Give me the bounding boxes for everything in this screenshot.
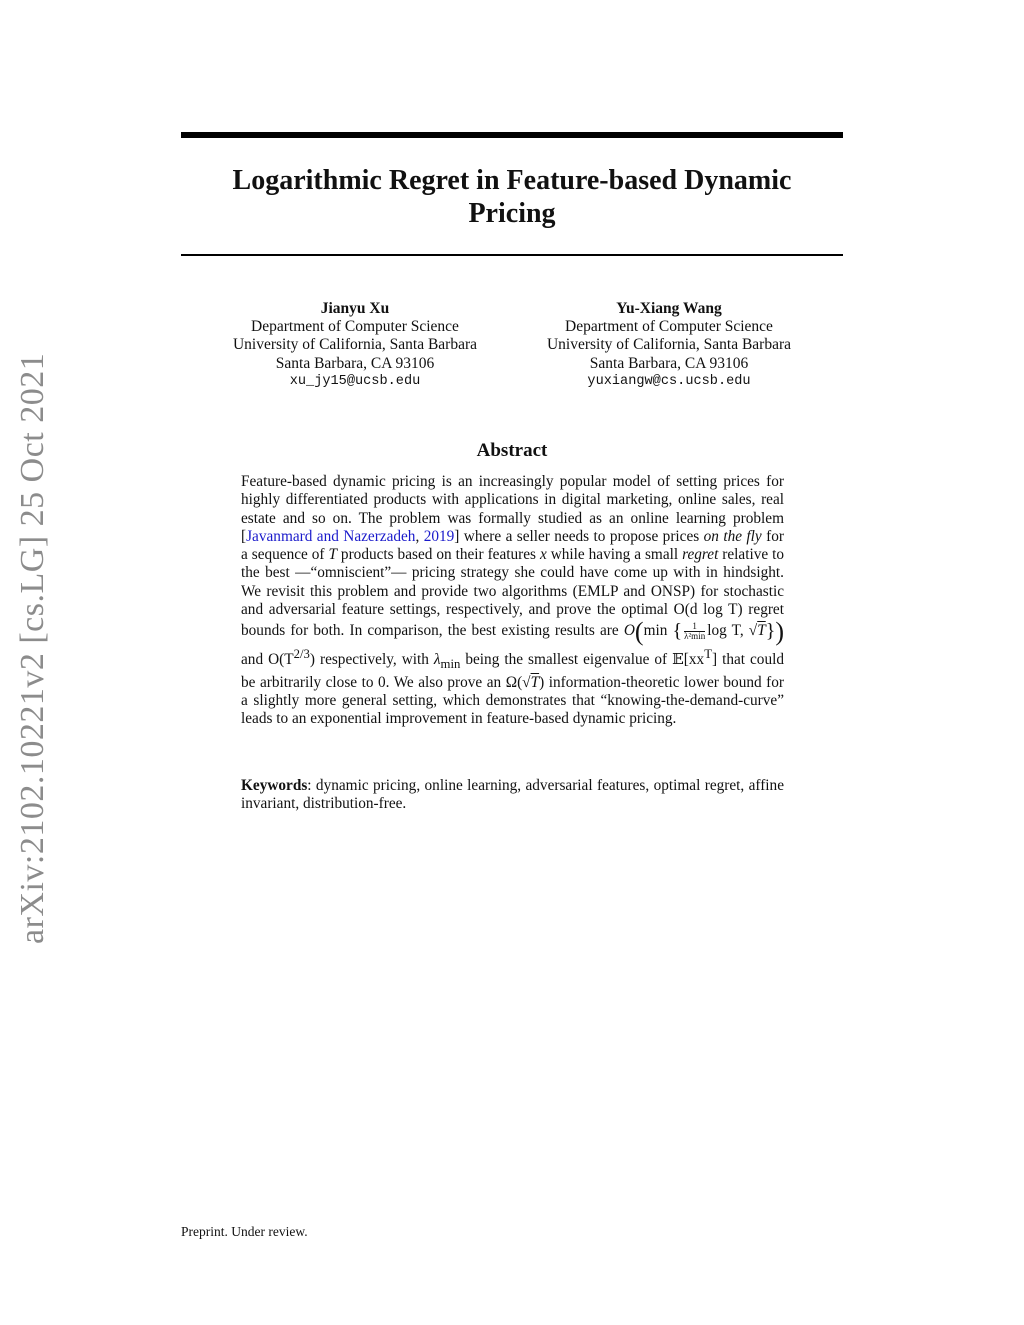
preprint-footer: Preprint. Under review. bbox=[181, 1224, 308, 1239]
abstract-text: that could be arbitrarily close to 0. We also prove an bbox=[241, 651, 784, 691]
math-bound-dlogT: O(d log T) bbox=[673, 601, 743, 619]
fraction-numerator: 1 bbox=[684, 622, 705, 632]
author-block-2 bbox=[519, 300, 819, 391]
abstract-text: and bbox=[241, 651, 269, 669]
math-OT: O(T bbox=[268, 651, 294, 669]
author-block-1 bbox=[205, 300, 505, 391]
author-name: Jianyu Xu bbox=[320, 300, 390, 317]
math-close-paren: ) bbox=[539, 673, 545, 691]
abstract-body bbox=[241, 473, 784, 729]
author-email[interactable]: yuxiangw@cs.ucsb.edu bbox=[587, 373, 751, 389]
abstract-text: ] where a seller needs to propose prices bbox=[454, 527, 704, 545]
paper-title bbox=[181, 164, 843, 230]
abstract-text: information-theoretic lower bound for a slightly more general setting, which demonstrates that “knowing-the-demand-curve” leads to an exponential improvement in feature-based dynamic pricing. bbox=[241, 673, 785, 728]
math-min: min bbox=[643, 622, 668, 640]
arxiv-side-stamp: arXiv:2102.10221v2 [cs.LG] 25 Oct 2021 bbox=[14, 352, 51, 944]
title-top-rule bbox=[181, 132, 843, 138]
author-department: Department of Computer Science bbox=[565, 318, 773, 336]
keywords-text: : dynamic pricing, online learning, adversarial features, optimal regret, affine invariant, distribution-free. bbox=[241, 777, 784, 813]
big-right-paren: ) bbox=[775, 617, 784, 647]
abstract-text: respectively, with bbox=[314, 651, 434, 669]
abstract-paragraph bbox=[241, 473, 784, 729]
math-lambda: λ bbox=[433, 651, 441, 669]
math-exponent: 2/3 bbox=[293, 647, 310, 662]
math-close-paren: ) bbox=[309, 651, 315, 669]
math-bound-T23 bbox=[268, 647, 315, 669]
abstract-text: while having a small bbox=[546, 546, 683, 564]
author-address: Santa Barbara, CA 93106 bbox=[589, 354, 749, 372]
math-fraction bbox=[684, 622, 705, 641]
title-line-2: Pricing bbox=[468, 198, 556, 229]
abstract-text: , bbox=[415, 527, 424, 545]
math-expect: 𝔼[xx bbox=[672, 651, 705, 669]
math-expectation bbox=[672, 647, 718, 669]
math-close-bracket: ] bbox=[711, 651, 718, 669]
math-omega: Ω( bbox=[505, 673, 523, 691]
keywords-block bbox=[241, 777, 784, 814]
on-the-fly-emphasis: on the fly bbox=[703, 527, 762, 545]
citation-author-link[interactable]: Javanmard and Nazerzadeh bbox=[246, 527, 416, 545]
math-x: x bbox=[539, 546, 547, 564]
fraction-denominator: λ²min bbox=[684, 631, 706, 642]
math-lambda-min bbox=[433, 651, 461, 672]
math-T: T bbox=[328, 546, 337, 564]
citation-year-link[interactable]: 2019 bbox=[423, 527, 455, 545]
abstract-heading: Abstract bbox=[476, 440, 548, 461]
title-bottom-rule bbox=[181, 254, 843, 256]
math-bound-existing: O(min { $\frac{1}{\text{λ²min}}$ log T, √T}) bbox=[623, 617, 784, 647]
abstract-text: Feature-based dynamic pricing is an increasingly popular model of setting prices for highly differentiated products with applications in digital marketing, online sales, real estate and so on. The problem was formally studied as an online learning problem [ bbox=[241, 473, 784, 545]
math-omega-bound: Ω(√T) bbox=[505, 673, 545, 691]
author-department: Department of Computer Science bbox=[251, 318, 459, 336]
author-university: University of California, Santa Barbara bbox=[546, 336, 792, 354]
math-superscript: T bbox=[704, 647, 712, 662]
abstract-text: being the smallest eigenvalue of bbox=[460, 651, 673, 669]
abstract-text: regret bounds for both. In comparison, the best existing results are bbox=[241, 601, 784, 640]
right-brace: } bbox=[765, 620, 776, 643]
math-subscript: min bbox=[440, 657, 461, 672]
keywords-label: Keywords bbox=[241, 777, 308, 794]
author-email[interactable]: xu_jy15@ucsb.edu bbox=[289, 373, 421, 389]
title-line-1: Logarithmic Regret in Feature-based Dynamic bbox=[232, 165, 792, 196]
big-left-paren: ( bbox=[634, 617, 644, 647]
math-sqrtT: T bbox=[757, 622, 766, 640]
left-brace: { bbox=[672, 620, 683, 643]
abstract-text: products based on their features bbox=[336, 546, 540, 564]
math-sqrtT: T bbox=[530, 673, 540, 691]
author-address: Santa Barbara, CA 93106 bbox=[275, 354, 435, 372]
abstract-text: for a sequence of bbox=[241, 527, 784, 564]
math-logT: log T, bbox=[707, 622, 744, 640]
author-university: University of California, Santa Barbara bbox=[232, 336, 478, 354]
regret-emphasis: regret bbox=[682, 546, 719, 564]
abstract-text: relative to the best —“omniscient”— pricing strategy she could have come up with in hindsight. We revisit this problem and provide two algorithms (EMLP and ONSP) for stochastic and adversarial feature settings, respectively, and prove the optimal bbox=[241, 546, 784, 619]
author-name: Yu-Xiang Wang bbox=[616, 300, 722, 317]
math-O: O bbox=[623, 622, 635, 640]
